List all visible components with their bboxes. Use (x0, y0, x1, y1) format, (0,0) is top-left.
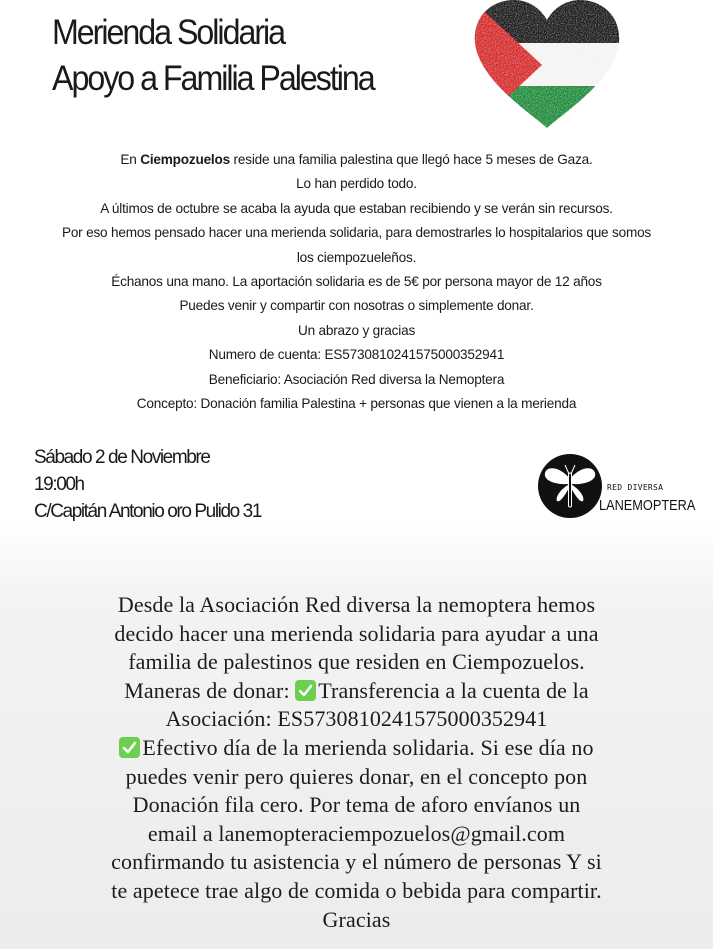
notice-line: Puedes venir y compartir con nosotras o simplemente donar. (179, 298, 534, 314)
account-number: Numero de cuenta: ES5730810241575000352941 (208, 347, 505, 363)
concept: Concepto: Donación familia Palestina + personas que vienen a la merienda (136, 396, 577, 412)
email-line: email a lanemopteraciempozuelos@gmail.com (147, 820, 566, 846)
description-line: decido hacer una merienda solidaria para ayudar a una (114, 620, 599, 646)
description-line: Efectivo día de la merienda solidaria. Si ese día no (0, 734, 713, 763)
check-mark-emoji-icon (295, 680, 316, 701)
nemoptera-insect-logo-icon (537, 453, 603, 519)
beneficiary: Beneficiario: Asociación Red diversa la Nemoptera (208, 371, 505, 387)
description-line: Maneras de donar: Transferencia a la cuenta de la (124, 677, 589, 703)
notice-line: Por eso hemos pensado hacer una merienda solidaria, para demostrarles lo hospitalarios que somos (61, 225, 652, 241)
page-title (52, 10, 438, 102)
notice-line: Échanos una mano. La aportación solidaria es de 5€ por persona mayor de 12 años (111, 274, 602, 290)
notice-line: Lo han perdido todo. (296, 176, 417, 192)
title-line-1: Merienda Solidaria (52, 13, 285, 52)
town-name: Ciempozuelos (140, 152, 230, 167)
notice-line: A últimos de octubre se acaba la ayuda que estaban recibiendo y se verán sin recursos. (100, 200, 613, 216)
description-line: te apetece trae algo de comida o bebida para compartir. (111, 877, 602, 903)
notice-line: los ciempozueleños. (296, 249, 417, 265)
description-line: Gracias (322, 906, 391, 932)
description-line: puedes venir pero quieres donar, en el concepto pon (125, 763, 588, 789)
event-time: 19:00h (34, 474, 84, 495)
description-line: confirmando tu asistencia y el número de personas Y si (111, 849, 602, 875)
description-line: Asociación: ES5730810241575000352941 (165, 706, 548, 732)
description-line: familia de palestinos que residen en Ciempozuelos. (128, 649, 585, 675)
logo-text-top: RED DIVERSA (607, 483, 664, 492)
check-mark-emoji-icon (119, 737, 140, 758)
notice-text (0, 148, 713, 416)
event-date: Sábado 2 de Noviembre (34, 447, 210, 468)
description-line: Desde la Asociación Red diversa la nemoptera hemos (117, 592, 596, 617)
description-line: Donación fila cero. Por tema de aforo envíanos un (132, 792, 581, 818)
palestine-flag-heart-icon (472, 0, 622, 130)
event-address: C/Capitán Antonio oro Pulido 31 (34, 501, 262, 522)
description-text (0, 591, 713, 934)
logo-text-bottom: LANEMOPTERA (599, 497, 696, 514)
title-line-2: Apoyo a Familia Palestina (52, 59, 374, 98)
notice-line: Un abrazo y gracias (297, 322, 416, 338)
notice-line: En Ciempozuelos reside una familia palestina que llegó hace 5 meses de Gaza. (120, 152, 593, 167)
nemoptera-logo (537, 453, 696, 523)
event-details (34, 444, 261, 525)
